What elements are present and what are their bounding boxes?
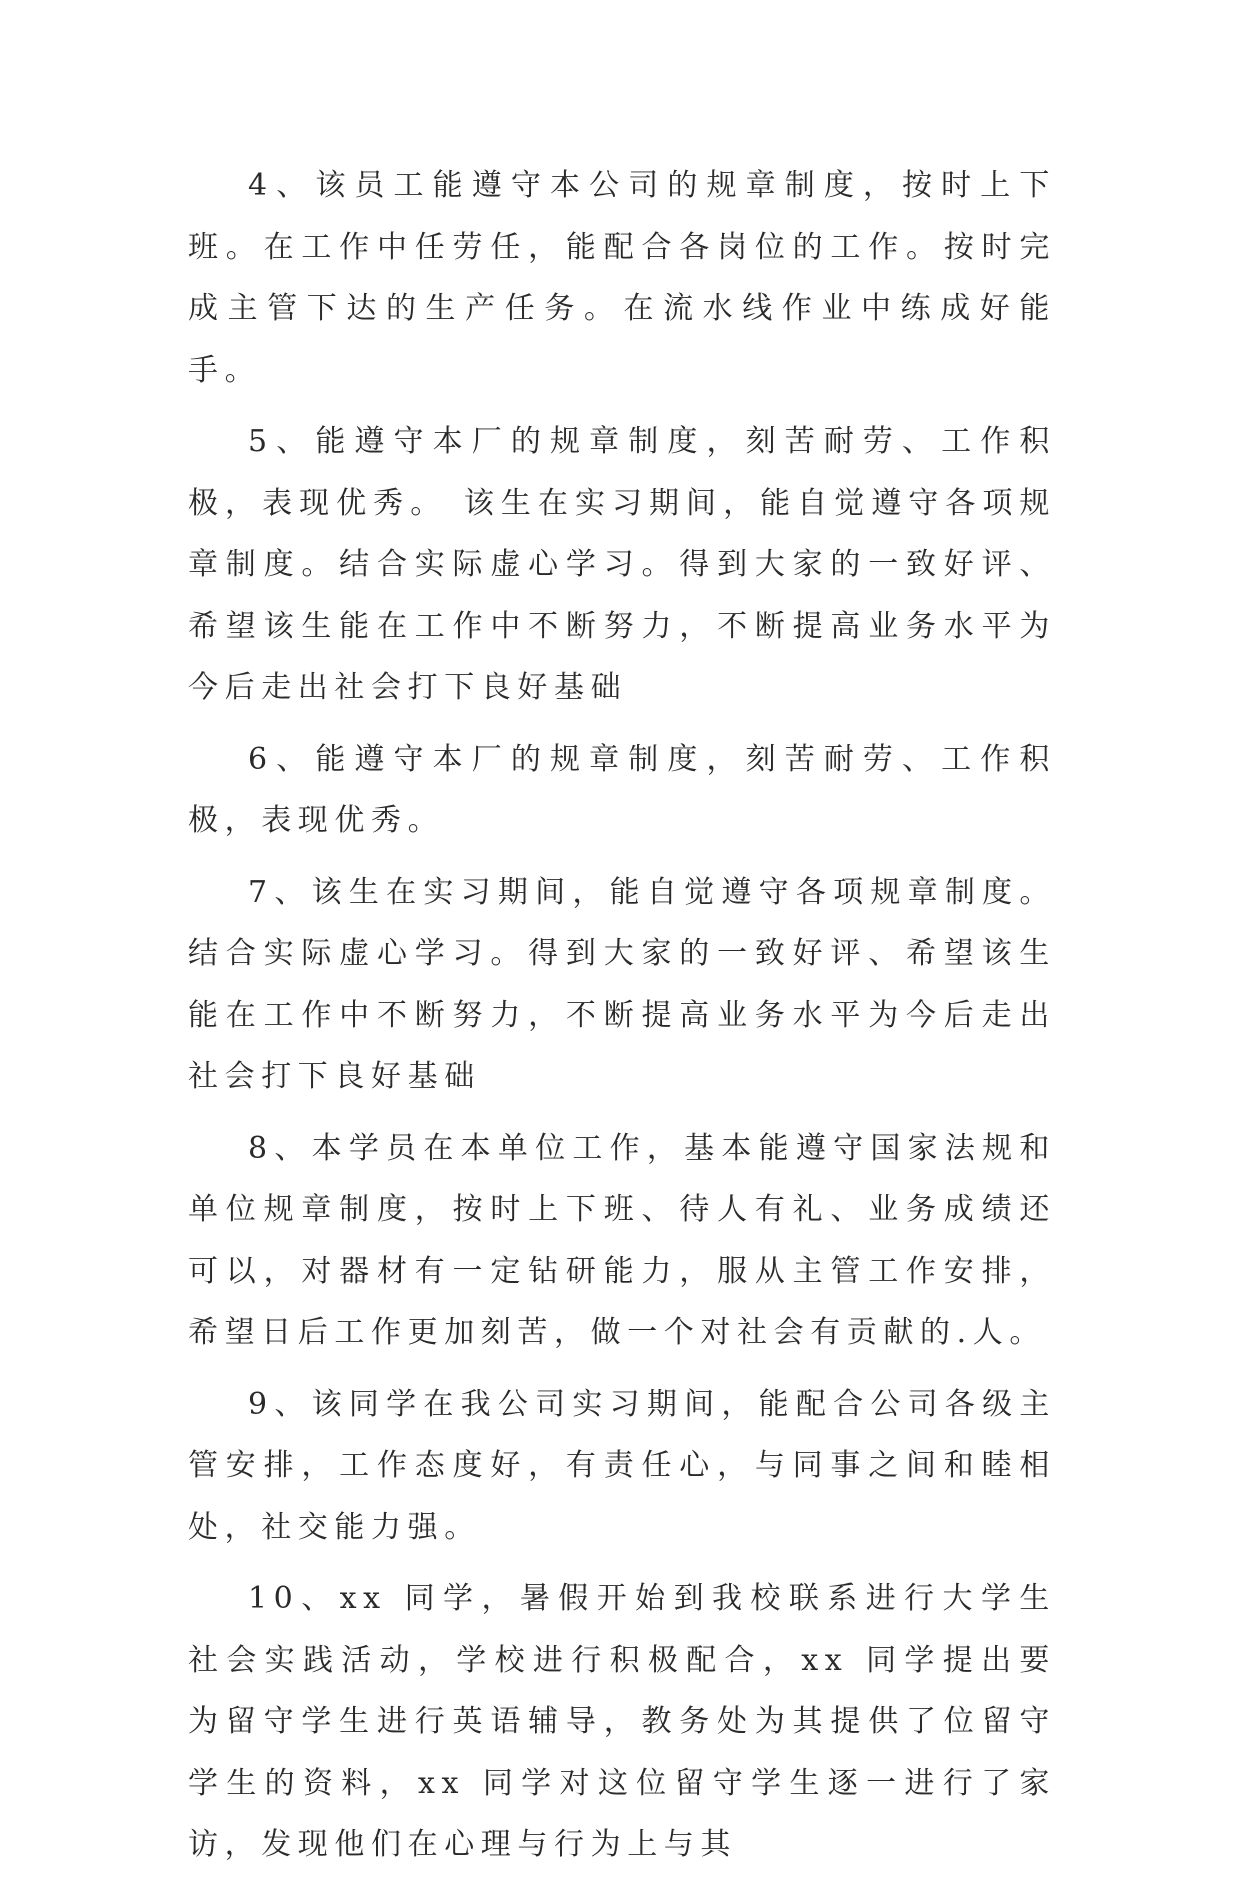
paragraph-9: 9、该同学在我公司实习期间，能配合公司各级主管安排，工作态度好，有责任心，与同事之间和睦相处，社交能力强。 <box>188 1386 1056 1545</box>
paragraph-4: 4、该员工能遵守本公司的规章制度，按时上下班。在工作中任劳任，能配合各岗位的工作。按时完成主管下达的生产任务。在流水线作业中练成好能手。 <box>188 168 1056 388</box>
paragraph-8: 8、本学员在本单位工作，基本能遵守国家法规和单位规章制度，按时上下班、待人有礼、业务成绩还可以，对器材有一定钻研能力，服从主管工作安排，希望日后工作更加刻苦，做一个对社会有贡献的.人。 <box>188 1130 1056 1350</box>
paragraph-6: 6、能遵守本厂的规章制度，刻苦耐劳、工作积极，表现优秀。 <box>188 741 1056 838</box>
document-body <box>188 155 1056 1886</box>
paragraph-5: 5、能遵守本厂的规章制度，刻苦耐劳、工作积极，表现优秀。 该生在实习期间，能自觉遵守各项规章制度。结合实际虚心学习。得到大家的一致好评、希望该生能在工作中不断努力，不断提高业务水平为今后走出社会打下良好基础 <box>188 424 1056 705</box>
paragraph-10: 10、xx 同学，暑假开始到我校联系进行大学生社会实践活动，学校进行积极配合，xx 同学提出要为留守学生进行英语辅导，教务处为其提供了位留守学生的资料，xx 同学对这位留守学生逐一进行了家访，发现他们在心理与行为上与其 <box>188 1581 1056 1862</box>
paragraph-7: 7、该生在实习期间，能自觉遵守各项规章制度。结合实际虚心学习。得到大家的一致好评、希望该生能在工作中不断努力，不断提高业务水平为今后走出社会打下良好基础 <box>188 874 1056 1094</box>
